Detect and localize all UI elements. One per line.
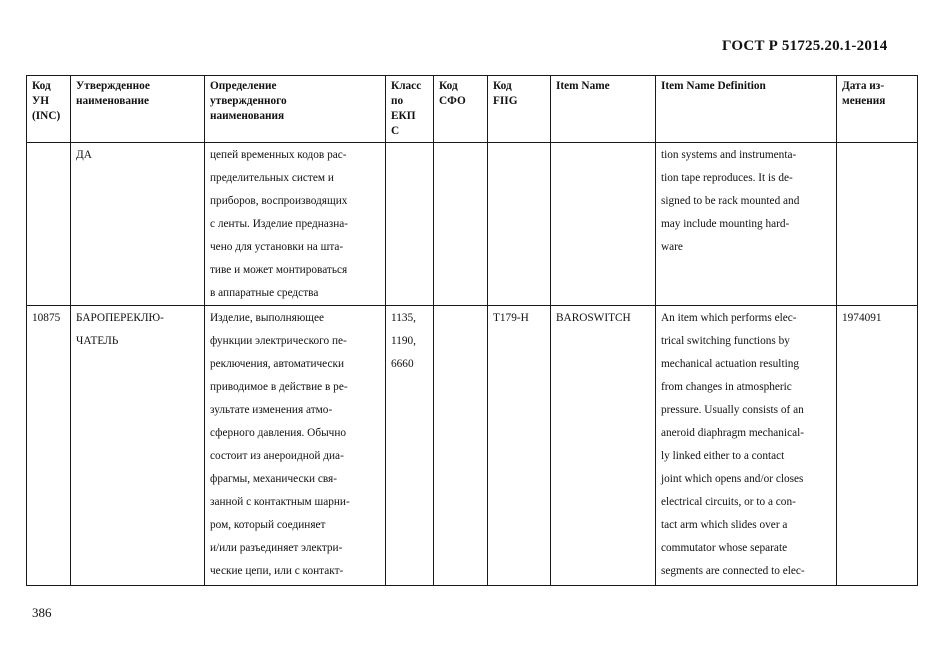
text-line: реключения, автоматически: [210, 358, 345, 370]
text-line: менения: [842, 95, 886, 107]
text-line: ЕКП: [391, 110, 416, 122]
text-line: T179-H: [493, 312, 529, 324]
cell-item-name: [551, 306, 656, 586]
text-line: С: [391, 125, 400, 137]
text-line: tion tape reproduces. It is de-: [661, 172, 793, 184]
cell-inc-code: [27, 143, 71, 306]
standard-code: ГОСТ Р 51725.20.1-2014: [722, 38, 888, 54]
text-line: наименование: [76, 95, 150, 107]
text-line: тиве и может монтироваться: [210, 264, 348, 276]
text-line: trical switching functions by: [661, 335, 790, 347]
cell-sfo-code: [434, 143, 488, 306]
text-line: фрагмы, механически свя-: [210, 473, 337, 485]
text-line: наименования: [210, 110, 285, 122]
text-line: приводимое в действие в ре-: [210, 381, 348, 393]
text-line: Дата из-: [842, 80, 885, 92]
cell-inc-code: [27, 306, 71, 586]
cell-change-date: [837, 143, 918, 306]
text-line: ly linked either to a contact: [661, 450, 785, 462]
col-header-fsc-class: [386, 76, 434, 143]
text-line: Item Name: [556, 80, 610, 92]
text-line: ческие цепи, или с контакт-: [210, 565, 344, 577]
cell-fsc-class: [386, 143, 434, 306]
text-line: pressure. Usually consists of an: [661, 404, 804, 416]
text-line: цепей временных кодов рас-: [210, 149, 347, 161]
text-line: ЧАТЕЛЬ: [76, 335, 119, 347]
text-line: ware: [661, 241, 683, 253]
col-header-sfo-code: [434, 76, 488, 143]
text-line: Утвержденное: [76, 80, 150, 92]
text-line: electrical circuits, or to a con-: [661, 496, 796, 508]
text-line: Класс: [391, 80, 422, 92]
cell-item-name-definition: [656, 143, 837, 306]
col-header-item-name: [551, 76, 656, 143]
table-row: [27, 306, 918, 586]
text-line: ДА: [76, 149, 92, 161]
text-line: from changes in atmospheric: [661, 381, 792, 393]
cell-name-definition: [205, 143, 386, 306]
col-header-name-definition: [205, 76, 386, 143]
text-line: 1135,: [391, 312, 416, 324]
text-line: BAROSWITCH: [556, 312, 631, 324]
cell-fiig-code: [488, 306, 551, 586]
text-line: утвержденного: [210, 95, 287, 107]
text-line: FIIG: [493, 95, 518, 107]
text-line: зультате изменения атмо-: [210, 404, 333, 416]
text-line: Код: [493, 80, 512, 92]
col-header-change-date: [837, 76, 918, 143]
col-header-approved-name: [71, 76, 205, 143]
text-line: segments are connected to elec-: [661, 565, 805, 577]
cell-change-date: [837, 306, 918, 586]
text-line: Код: [439, 80, 458, 92]
text-line: 1974091: [842, 312, 882, 324]
text-line: функции электрического пе-: [210, 335, 347, 347]
text-line: Изделие, выполняющее: [210, 312, 325, 324]
text-line: Item Name Definition: [661, 80, 766, 92]
text-line: signed to be rack mounted and: [661, 195, 800, 207]
col-header-item-name-definition: [656, 76, 837, 143]
cell-sfo-code: [434, 306, 488, 586]
text-line: joint which opens and/or closes: [661, 473, 804, 485]
text-line: состоит из анероидной диа-: [210, 450, 344, 462]
text-line: An item which performs elec-: [661, 312, 797, 324]
table-header-row: [27, 76, 918, 143]
nomenclature-table: [26, 75, 918, 586]
col-header-inc-code: [27, 76, 71, 143]
text-line: пределительных систем и: [210, 172, 334, 184]
cell-fsc-class: [386, 306, 434, 586]
text-line: tact arm which slides over a: [661, 519, 788, 531]
cell-item-name: [551, 143, 656, 306]
text-line: сферного давления. Обычно: [210, 427, 347, 439]
cell-item-name-definition: [656, 306, 837, 586]
cell-approved-name: [71, 306, 205, 586]
text-line: may include mounting hard-: [661, 218, 790, 230]
text-line: ром, который соединяет: [210, 519, 326, 531]
text-line: и/или разъединяет электри-: [210, 542, 343, 554]
text-line: commutator whose separate: [661, 542, 788, 554]
text-line: БАРОПЕРЕКЛЮ-: [76, 312, 164, 324]
text-line: 10875: [32, 312, 61, 324]
text-line: приборов, воспроизводящих: [210, 195, 348, 207]
text-line: 1190,: [391, 335, 416, 347]
text-line: по: [391, 95, 404, 107]
text-line: (INC): [32, 110, 61, 122]
text-line: aneroid diaphragm mechanical-: [661, 427, 805, 439]
col-header-fiig-code: [488, 76, 551, 143]
cell-name-definition: [205, 306, 386, 586]
text-line: занной с контактным шарни-: [210, 496, 350, 508]
text-line: СФО: [439, 95, 466, 107]
text-line: чено для установки на шта-: [210, 241, 344, 253]
text-line: tion systems and instrumenta-: [661, 149, 797, 161]
text-line: 6660: [391, 358, 414, 370]
text-line: в аппаратные средства: [210, 287, 319, 299]
text-line: mechanical actuation resulting: [661, 358, 800, 370]
text-line: Определение: [210, 80, 277, 92]
page-number: 386: [32, 605, 52, 620]
text-line: Код: [32, 80, 51, 92]
cell-fiig-code: [488, 143, 551, 306]
text-line: с ленты. Изделие предназна-: [210, 218, 349, 230]
table-row: [27, 143, 918, 306]
text-line: УН: [32, 95, 50, 107]
cell-approved-name: [71, 143, 205, 306]
